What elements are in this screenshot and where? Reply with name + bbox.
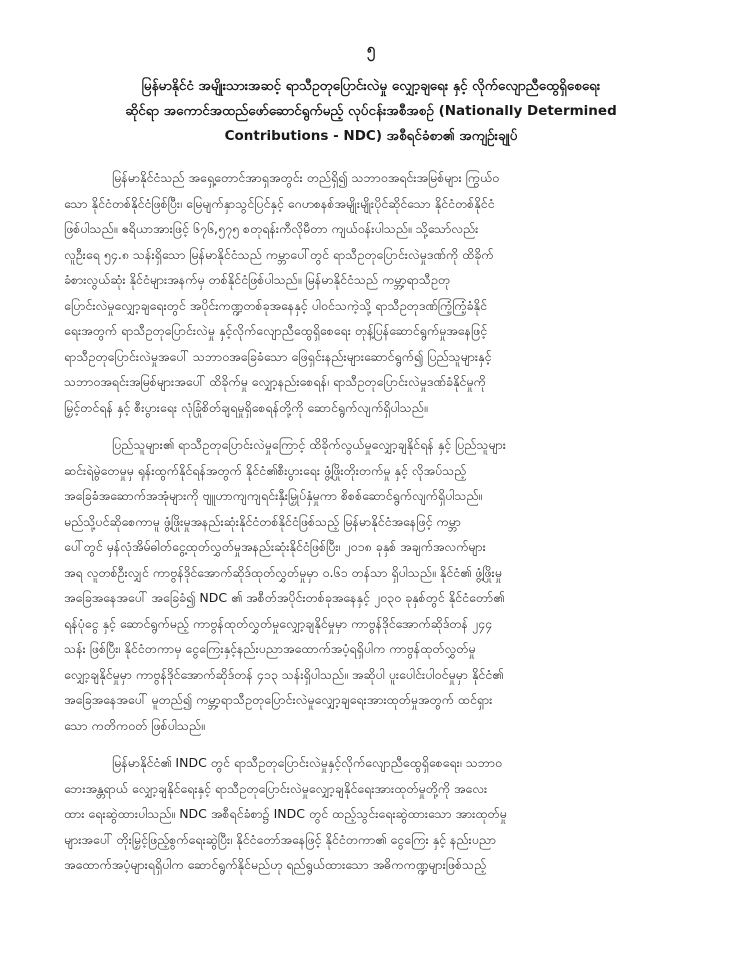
paragraph-line: ဘေးအန္တရာယ် လျှော့ချနိုင်ရေးနှင့် ရာသီဥတုပြောင်းလဲမှုလျှော့ချနိုင်ရေးအားထုတ်မှုတို့ကို အလေး	[64, 780, 488, 796]
paragraph-line: များအပေါ် တိုးမြှင့်ဖြည့်စွက်ရေးဆွဲပြီး၊ နိုင်ငံတော်အနေဖြင့် နိုင်ငံတကာ၏ ငွေကြေး နှင့် နည်းပညာ	[64, 831, 497, 847]
paragraph-3	[64, 750, 678, 878]
paragraph-line: ပြောင်းလဲမှုလျှော့ချရေးတွင် အပိုင်းကဏ္ဍတစ်ခုအနေနှင့် ပါဝင်သကဲ့သို့ ရာသီဥတုဒဏ်ကြံ့ကြံ့ခံနိုင်	[64, 297, 487, 313]
paragraph-line: ပေါ်တွင် မှန်လုံအိမ်ဓါတ်ငွေ့ထုတ်လွှတ်မှုအနည်းဆုံးနိုင်ငံဖြစ်ပြီး၊ ၂၀၁၈ ခုနှစ် အချက်အလက်များ	[64, 539, 486, 554]
paragraph-2	[64, 432, 678, 738]
paragraph-line: သဘာဝအရင်းအမြစ်များအပေါ် ထိခိုက်မှု လျှော့နည်းစေရန်၊ ရာသီဥတုပြောင်းလဲမှုဒဏ်ခံနိုင်မှုကို	[64, 374, 486, 389]
title-line-1: မြန်မာနိုင်ငံ အမျိုးသားအဆင့် ရာသီဥတုပြောင်းလဲမှု လျှော့ချရေး နှင့် လိုက်လျောညီထွေရှိစေရေး	[141, 78, 601, 94]
document-title	[64, 74, 678, 149]
paragraph-line: သော ကတိကဝတ် ဖြစ်ပါသည်။	[64, 717, 205, 733]
paragraph-line: ထား ရေးဆွဲထားပါသည်။ NDC အစီရင်ခံစာ၌ INDC တွင် ထည့်သွင်းရေးဆွဲထားသော အားထုတ်မှု	[64, 806, 507, 821]
paragraph-line: ရာသီဥတုပြောင်းလဲမှုအပေါ် သဘာဝအခြေခံသော ဖြေရှင်းနည်းများဆောင်ရွက်၍ ပြည်သူများနှင့်	[64, 348, 492, 364]
paragraph-line: ဖြစ်ပါသည်။ ဧရိယာအားဖြင့် ၆၇၆,၅၇၅ စတုရန်းကီလိုမီတာ ကျယ်ဝန်းပါသည်။ သို့သော်လည်း	[64, 221, 479, 236]
paragraph-line: အခြေအနေအပေါ် အခြေခံ၍ NDC ၏ အစီတ်အပိုင်းတစ်ခုအနေနှင့် ၂၀၃၀ ခုနှစ်တွင် နိုင်ငံတော်၏	[64, 590, 505, 605]
paragraph-line: ရန်ပုံငွေ နှင့် ဆောင်ရွက်မည့် ကာဗွန်ထုတ်လွှတ်မှုလျှော့ချနိုင်မှုမှာ ကာဗွန်ဒိုင်အောက်ဆိုဒ်တန် ၂၄၄	[64, 615, 493, 631]
paragraph-line: မြှင့်တင်ရန် နှင့် စီးပွားရေး လုံခြုံစိတ်ချရမှုရှိစေရန်တို့ကို ဆောင်ရွက်လျက်ရှိပါသည်။	[64, 399, 428, 415]
paragraph-line: လူဦးရေ ၅၄.၈ သန်းရှိသော မြန်မာနိုင်ငံသည် ကမ္ဘာပေါ်တွင် ရာသီဥတုပြောင်းလဲမှုဒဏ်ကို ထိခိုက်	[64, 246, 494, 262]
paragraph-line: မည်သို့ပင်ဆိုစေကာမူ ဖွံ့ဖြိုးမှုအနည်းဆုံးနိုင်ငံတစ်နိုင်ငံဖြစ်သည့် မြန်မာနိုင်ငံအနေဖြင့် ကမ္ဘာ	[64, 513, 461, 529]
page-number: ၅	[366, 40, 376, 58]
paragraph-line: အခြေခံအဆောက်အအုံများကို ဗျူဟာကျကျရင်းနှီးမြှုပ်နှံမှုကာ စိစစ်ဆောင်ရွက်လျက်ရှိပါသည်။	[64, 488, 483, 503]
paragraph-line: ဆင်းရဲမွဲတေမှုမှ ရုန်းထွက်နိုင်ရန်အတွက် နိုင်ငံ၏စီးပွားရေး ဖွံ့ဖြိုးတိုးတက်မှု နှင့် လိုအပ်သည့်	[64, 462, 467, 478]
paragraph-line: မြန်မာနိုင်ငံသည် အရှေ့တောင်အာရှအတွင်း တည်ရှိ၍ သဘာဝအရင်းအမြစ်များ ကြွယ်ဝ	[112, 170, 500, 185]
paragraph-line: သော နိုင်ငံတစ်နိုင်ငံဖြစ်ပြီး၊ မြေမျက်နှာသွင်ပြင်နှင့် ဂေဟစနစ်အမျိုးမျိုးပိုင်ဆိုင်သော နိုင်ငံတစ်နိုင်ငံ	[64, 195, 495, 211]
paragraph-line: သန်း ဖြစ်ပြီး၊ နိုင်ငံတကာမှ ငွေကြေးနှင့်နည်းပညာအထောက်အပံ့ရရှိပါက ကာဗွန်ထုတ်လွှတ်မှု	[64, 641, 476, 656]
paragraph-line: လျှော့ချနိုင်မှုမှာ ကာဗွန်ဒိုင်အောက်ဆိုဒ်တန် ၄၁၃ သန်းရှိပါသည်။ အဆိုပါ ပူးပေါင်းပါဝင်မှုမှာ နိုင်ငံ၏	[64, 666, 504, 682]
title-line-2: ဆိုင်ရာ အကောင်အထည်ဖော်ဆောင်ရွက်မည့် လုပ်ငန်းအစီအစဉ် (Nationally Determined	[125, 103, 617, 119]
paragraph-line: ပြည်သူများ၏ ရာသီဥတုပြောင်းလဲမှုကြောင့် ထိခိုက်လွယ်မှုလျှော့ချနိုင်ရန် နှင့် ပြည်သူများ	[112, 437, 506, 452]
paragraph-line: မြန်မာနိုင်ငံ၏ INDC တွင် ရာသီဥတုပြောင်းလဲမှုနှင့်လိုက်လျောညီထွေရှိစေရေး၊ သဘာဝ	[112, 755, 503, 770]
paragraph-line: အခြေအနေအပေါ် မူတည်၍ ကမ္ဘာ့ရာသီဥတုပြောင်းလဲမှုလျှော့ချရေးအားထုတ်မှုအတွက် ထင်ရှား	[64, 692, 493, 707]
paragraph-line: ခံစားလွယ်ဆုံး နိုင်ငံများအနက်မှ တစ်နိုင်ငံဖြစ်ပါသည်။ မြန်မာနိုင်ငံသည် ကမ္ဘာ့ရာသီဥတု	[64, 272, 450, 287]
paragraph-1	[64, 165, 678, 420]
paragraph-line: ရေးအတွက် ရာသီဥတုပြောင်းလဲမှု နှင့်လိုက်လျောညီထွေရှိစေရေး တုန့်ပြန်ဆောင်ရွက်မှုအနေဖြင့်	[64, 323, 488, 338]
title-line-3: Contributions - NDC) အစီရင်ခံစာ၏ အကျဉ်းချုပ်	[224, 128, 518, 144]
paragraph-line: အရ လူတစ်ဦးလျှင် ကာဗွန်ဒိုင်အောက်ဆိုဒ်ထုတ်လွှတ်မှုမှာ ၀.၆၁ တန်သာ ရှိပါသည်။ နိုင်ငံ၏ ဖွံ့ဖြိုးမှု	[64, 564, 502, 580]
paragraph-line: အထောက်အပံ့များရရှိပါက ဆောင်ရွက်နိုင်မည်ဟု ရည်ရွယ်ထားသော အဓိကကဏ္ဍများဖြစ်သည့်	[64, 857, 487, 872]
